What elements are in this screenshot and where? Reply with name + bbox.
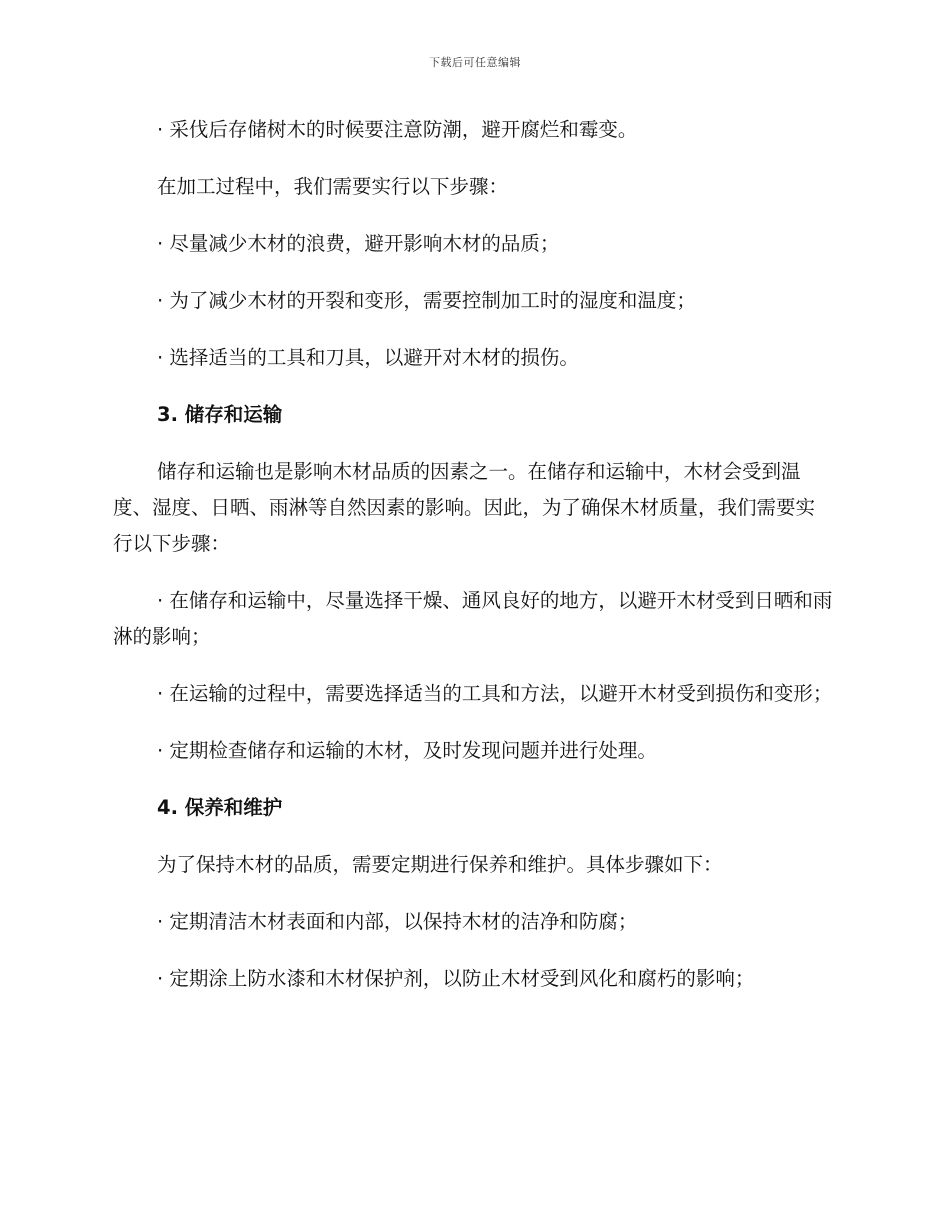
maintenance-intro: 为了保持木材的品质，需要定期进行保养和维护。具体步骤如下： [157, 853, 723, 876]
document-body [113, 112, 833, 997]
storage-transport-intro: 储存和运输也是影响木材品质的因素之一。在储存和运输中，木材会受到温度、湿度、日晒、雨淋等自然因素的影响。因此，为了确保木材质量，我们需要实行以下步骤： [113, 460, 816, 555]
bullet-choose-tools: · 选择适当的工具和刀具，以避开对木材的损伤。 [157, 346, 579, 369]
bullet-transport-tools: · 在运输的过程中，需要选择适当的工具和方法，以避开木材受到损伤和变形； [157, 682, 833, 705]
bullet-reduce-waste: · 尽量减少木材的浪费，避开影响木材的品质； [157, 232, 560, 255]
section-heading-maintenance: 4. 保养和维护 [157, 796, 283, 819]
processing-intro: 在加工过程中，我们需要实行以下步骤： [157, 175, 509, 198]
bullet-storage-moisture: · 采伐后存储树木的时候要注意防潮，避开腐烂和霉变。 [157, 118, 638, 141]
bullet-regular-inspection: · 定期检查储存和运输的木材，及时发现问题并进行处理。 [157, 739, 657, 762]
section-heading-storage-transport: 3. 储存和运输 [157, 403, 283, 426]
bullet-clean-wood: · 定期清洁木材表面和内部，以保持木材的洁净和防腐； [157, 910, 638, 933]
bullet-waterproof-coating: · 定期涂上防水漆和木材保护剂，以防止木材受到风化和腐朽的影响； [157, 967, 755, 990]
header-note: 下载后可任意编辑 [429, 56, 521, 69]
bullet-control-humidity: · 为了减少木材的开裂和变形，需要控制加工时的湿度和温度； [157, 289, 696, 312]
bullet-dry-location: · 在储存和运输中，尽量选择干燥、通风良好的地方，以避开木材受到日晒和雨淋的影响； [113, 589, 833, 648]
